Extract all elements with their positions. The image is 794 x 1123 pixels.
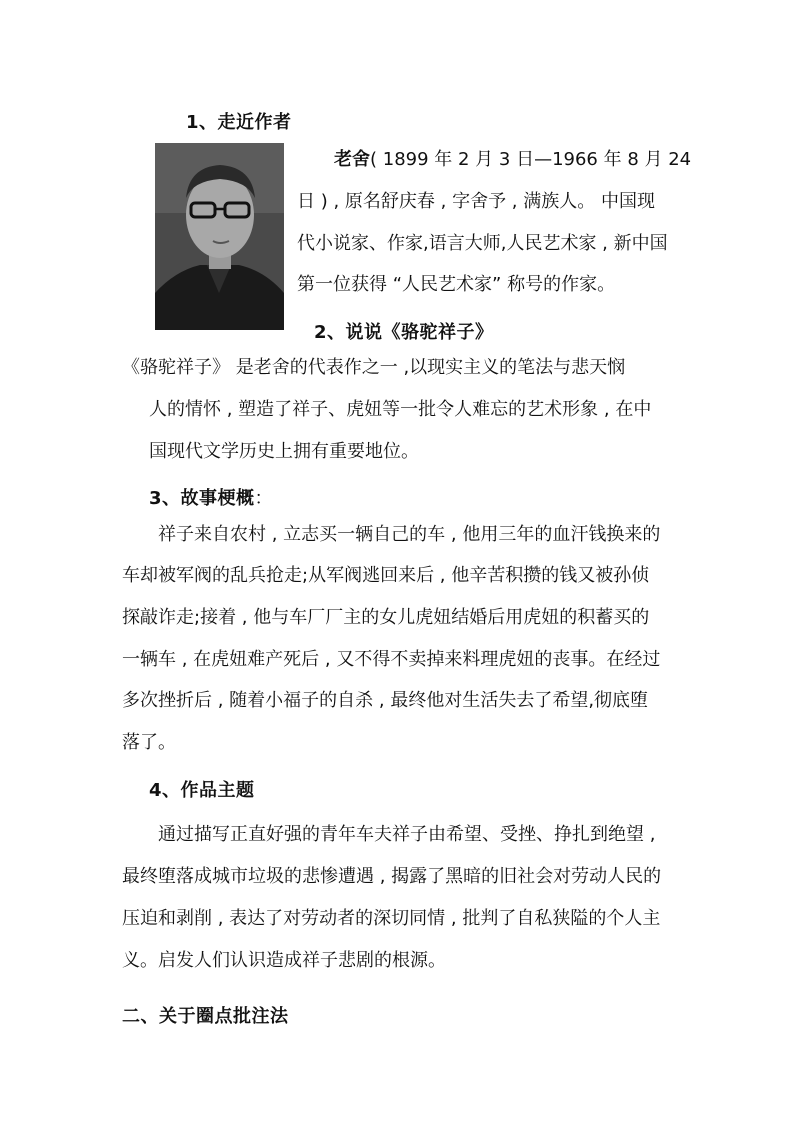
section3-line-3: 探敲诈走;接着 , 他与车厂厂主的女儿虎妞结婚后用虎妞的积蓄买的: [122, 607, 650, 628]
author-bio-line-2: 日 ) , 原名舒庆春 , 字舍予 , 满族人。 中国现: [297, 191, 655, 212]
section4-line-4: 义。启发人们认识造成祥子悲剧的根源。: [122, 950, 446, 971]
section3-line-1: 祥子来自农村 , 立志买一辆自己的车 , 他用三年的血汗钱换来的: [158, 524, 661, 545]
section2-line-2: 人的情怀 , 塑造了祥子、虎妞等一批令人难忘的艺术形象 , 在中: [149, 399, 652, 420]
section3-line-5: 多次挫折后 , 随着小福子的自杀 , 最终他对生活失去了希望,彻底堕: [122, 690, 649, 711]
portrait-figure-icon: [155, 143, 284, 330]
author-name: 老舍: [334, 149, 370, 170]
section3-line-4: 一辆车 , 在虎妞难产死后 , 又不得不卖掉来料理虎妞的丧事。在经过: [122, 649, 661, 670]
part2-heading: 二、关于圈点批注法: [122, 1006, 289, 1027]
section4-line-1: 通过描写正直好强的青年车夫祥子由希望、受挫、挣扎到绝望 ,: [158, 824, 656, 845]
section1-heading: 1、走近作者: [186, 112, 292, 133]
section3-heading-row: [149, 484, 273, 510]
section4-line-2: 最终堕落成城市垃圾的悲惨遭遇 , 揭露了黑暗的旧社会对劳动人民的: [122, 866, 662, 887]
section4-heading: 4、作品主题: [149, 780, 255, 801]
section2-line-3: 国现代文学历史上拥有重要地位。: [149, 441, 419, 462]
author-bio-text: ( 1899 年 2 月 3 日—1966 年 8 月 24: [370, 149, 692, 170]
section4-line-3: 压迫和剥削 , 表达了对劳动者的深切同情 , 批判了自私狭隘的个人主: [122, 908, 661, 929]
section3-heading-colon: ：: [254, 488, 273, 509]
author-bio-line-4: 第一位获得 “人民艺术家” 称号的作家。: [297, 274, 616, 295]
section3-heading: 3、故事梗概: [149, 488, 255, 509]
section3-line-2: 车却被军阀的乱兵抢走;从军阀逃回来后 , 他辛苦积攒的钱又被孙侦: [122, 565, 650, 586]
author-portrait-image: [155, 143, 284, 330]
section2-line-1: 《骆驼祥子》 是老舍的代表作之一 ,以现实主义的笔法与悲天悯: [122, 357, 626, 378]
section2-heading: 2、说说《骆驼祥子》: [314, 322, 494, 343]
section3-line-6: 落了。: [122, 732, 176, 753]
author-bio-line-3: 代小说家、作家,语言大师,人民艺术家 , 新中国: [297, 233, 668, 254]
author-bio-line-1: [334, 151, 691, 169]
